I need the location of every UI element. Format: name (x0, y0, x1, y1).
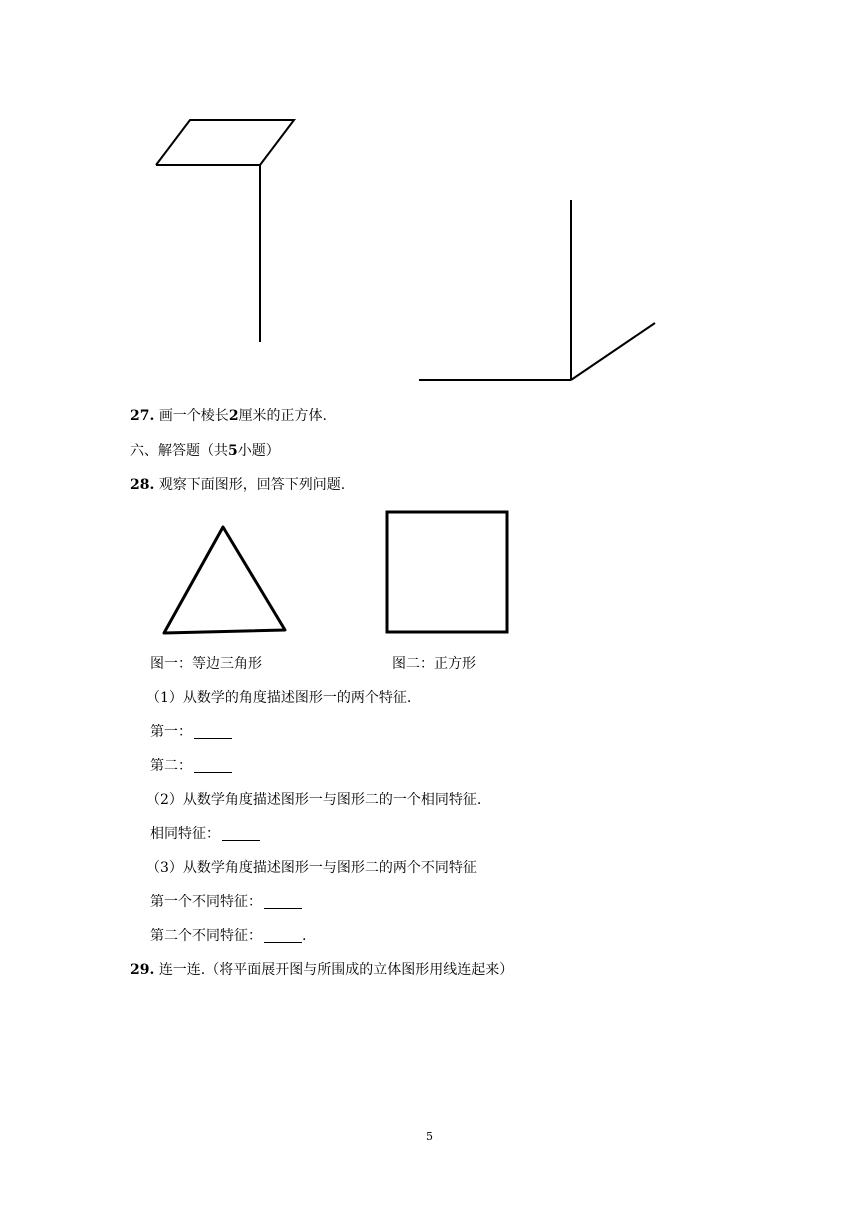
question-27 (130, 405, 327, 425)
question-28 (130, 474, 345, 494)
answer-second: 第二： (150, 755, 232, 775)
answer-blank[interactable] (194, 724, 232, 739)
answer-blank[interactable] (264, 894, 302, 909)
question-number: 29. (130, 962, 155, 978)
answer-same: 相同特征： (150, 823, 260, 843)
question-29 (130, 959, 513, 979)
answer-blank[interactable] (194, 758, 232, 773)
answer-blank[interactable] (222, 826, 260, 841)
equilateral-triangle-figure (158, 522, 292, 638)
figure1-caption: 图一：等边三角形 (150, 656, 262, 672)
figure2-caption: 图二：正方形 (392, 656, 476, 672)
part-2: （2）从数学角度描述图形一与图形二的一个相同特征. (146, 792, 482, 808)
question-text-b: 厘米的正方体. (238, 408, 328, 424)
square-figure (383, 508, 511, 636)
question-text: 观察下面图形，回答下列问题. (158, 477, 346, 493)
part-3: （3）从数学角度描述图形一与图形二的两个不同特征 (146, 860, 477, 876)
question-text: 连一连.（将平面展开图与所围成的立体图形用线连起来） (158, 962, 514, 978)
answer-diff2: 第二个不同特征： . (150, 928, 307, 944)
question-number: 28. (130, 477, 155, 493)
cube-corner-sketch-right (415, 195, 660, 385)
answer-first: 第一： (150, 721, 232, 741)
answer-diff1: 第一个不同特征： (150, 891, 302, 911)
question-number: 27. (130, 408, 155, 424)
part-1: （1）从数学的角度描述图形一的两个特征. (146, 690, 412, 706)
diagonal-edge (571, 323, 655, 380)
cube-sketch-left (150, 115, 300, 347)
answer-blank[interactable] (264, 928, 302, 943)
top-face-parallelogram (156, 120, 294, 165)
edge-length: 2 (228, 408, 239, 424)
section-heading: 六、解答题（共5小题） (130, 443, 280, 459)
question-text-a: 画一个棱长 (158, 408, 229, 424)
page-number: 5 (426, 1130, 433, 1143)
